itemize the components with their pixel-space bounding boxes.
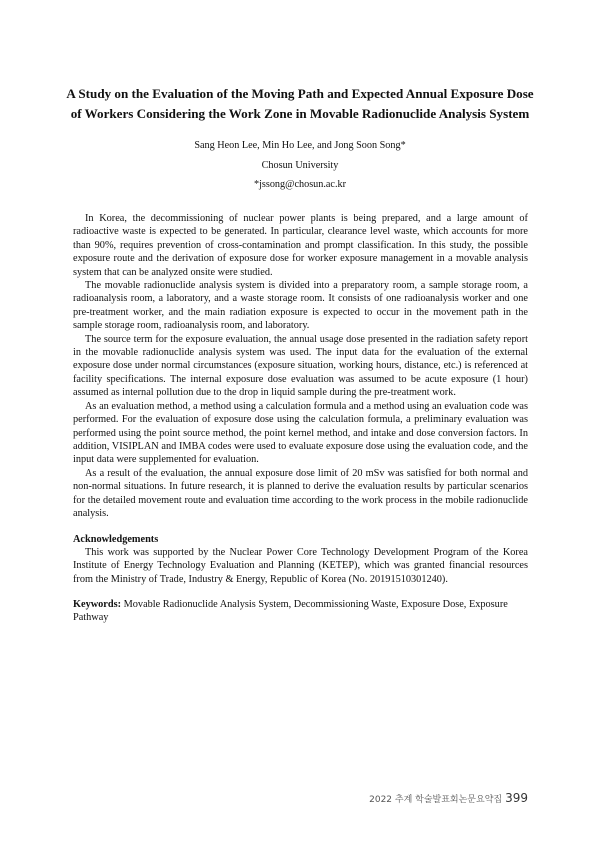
author-list: Sang Heon Lee, Min Ho Lee, and Jong Soon Song*: [194, 140, 406, 151]
page-footer: [369, 791, 528, 807]
abstract-paragraph-1: In Korea, the decommissioning of nuclear power plants is being prepared, and a large amount of radioactive waste is expected to be generated. In particular, clearance level waste, which accounts for more than 90%, requires prevention of cross-contamination and prompt classification. In this study, the possible exposure route and the derivation of exposure dose for worker exposure management in a movable analysis system that can be analyzed onsite were studied.: [73, 213, 528, 278]
acknowledgements-heading: Acknowledgements: [73, 534, 159, 545]
keywords-list: Movable Radionuclide Analysis System, Decommissioning Waste, Exposure Dose, Exposure Pathway: [73, 599, 508, 624]
keywords: [73, 598, 528, 625]
abstract-paragraph-2: The movable radionuclide analysis system is divided into a preparatory room, a sample storage room, a radioanalysis room, a laboratory, and a waste storage room. It consists of one radioanalysis worker and one pre-treatment worker, and the main radiation exposure is expected to occur in the movement path in the sample storage room, radioanalysis room, and laboratory.: [73, 280, 528, 332]
footer-journal: 2022 추계 학술발표회논문요약집: [369, 795, 503, 805]
affiliation: Chosun University: [261, 160, 339, 171]
abstract-body: [73, 212, 528, 520]
paper-title: [60, 84, 540, 124]
corresponding-email: *jssong@chosun.ac.kr: [253, 179, 346, 190]
title-line-1: A Study on the Evaluation of the Moving Path and Expected Annual Exposure Dose: [66, 86, 534, 101]
abstract-paragraph-4: As an evaluation method, a method using a calculation formula and a method using an evaluation code was performed. For the evaluation of exposure dose using the calculation formula, a preliminary evaluation was performed using the point source method, the point kernel method, and intake and dose conversion factors. In addition, VISIPLAN and IMBA codes were used to evaluate exposure dose using the evaluation code, and the input data were supplemented for evaluation.: [73, 400, 528, 466]
title-line-2: of Workers Considering the Work Zone in Movable Radionuclide Analysis System: [70, 106, 530, 121]
acknowledgements-text: This work was supported by the Nuclear Power Core Technology Development Program of the Korea Institute of Energy Technology Evaluation and Planning (KETEP), which was granted financial resources from the Ministry of Trade, Industry & Energy, Republic of Korea (No. 20191510301240).: [73, 547, 528, 585]
abstract-paragraph-3: The source term for the exposure evaluation, the annual usage dose presented in the radiation safety report in the movable radionuclide analysis system was used. The input data for the evaluation of the external exposure dose under normal circumstances (exposure situation, working hours, distance, etc.) is referenced at facility specifications. The internal exposure dose evaluation was assumed to be acute exposure (1 hour) assumed as internal pollution due to the drop in liquid sample during the pre-treatment work.: [73, 333, 528, 399]
page-number: 399: [505, 791, 528, 805]
abstract-paragraph-5: As a result of the evaluation, the annual exposure dose limit of 20 mSv was satisfied for both normal and non-normal situations. In future research, it is planned to derive the evaluation results by particular scenarios for the detailed movement route and evaluation time according to the work process in the mobile radionuclide analysis.: [73, 467, 528, 519]
keywords-label: Keywords:: [73, 599, 122, 610]
